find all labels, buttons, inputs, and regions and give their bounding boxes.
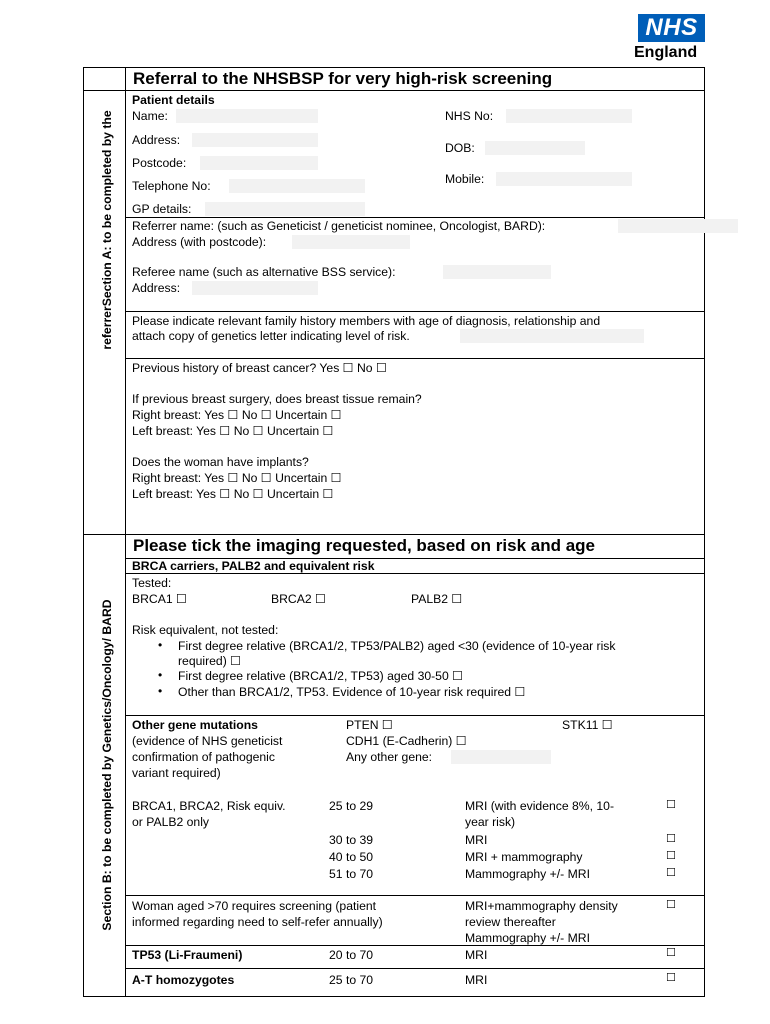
address-field[interactable] (192, 133, 318, 147)
referee-name-field[interactable] (443, 265, 551, 279)
telephone-field[interactable] (229, 179, 365, 193)
over70-text-2: informed regarding need to self-refer annually) (132, 915, 383, 929)
palb2-checkbox[interactable]: PALB2 ☐ (411, 592, 463, 606)
imaging-checkbox[interactable]: ☐ (666, 832, 676, 845)
section-b-side-label: Section B: to be completed by Genetics/Oncology/ BARD (100, 599, 114, 931)
referrer-name-field[interactable] (618, 219, 738, 233)
address-label: Address: (132, 133, 181, 147)
tp53-imaging: MRI (465, 948, 488, 962)
postcode-field[interactable] (200, 156, 318, 170)
stk11-checkbox[interactable]: STK11 ☐ (562, 718, 613, 732)
age-range: 25 to 29 (329, 799, 374, 813)
imaging-option: MRI (with evidence 8%, 10- (465, 799, 615, 813)
nhs-no-field[interactable] (506, 109, 632, 123)
referrer-address-field[interactable] (292, 235, 410, 249)
mobile-field[interactable] (496, 172, 632, 186)
imaging-checkbox[interactable]: ☐ (666, 798, 676, 811)
at-imaging: MRI (465, 973, 488, 987)
imaging-option: MRI (465, 833, 488, 847)
other-gene-heading: Other gene mutations (132, 718, 258, 732)
age-range: 30 to 39 (329, 833, 374, 847)
risk-equivalent-label: Risk equivalent, not tested: (132, 623, 279, 637)
mobile-label: Mobile: (445, 172, 485, 186)
prev-breast-cancer-question[interactable]: Previous history of breast cancer? Yes ☐ No ☐ (132, 361, 387, 375)
pten-checkbox[interactable]: PTEN ☐ (346, 718, 393, 732)
section-a-side-label: referrerSection A: to be completed by the (100, 110, 114, 350)
at-checkbox[interactable]: ☐ (666, 971, 676, 984)
surgery-question: If previous breast surgery, does breast tissue remain? (132, 392, 422, 406)
referee-address-field[interactable] (192, 281, 318, 295)
age-range: 51 to 70 (329, 867, 374, 881)
risk-option-2[interactable]: First degree relative (BRCA1/2, TP53) aged 30-50 ☐ (178, 669, 464, 683)
other-gene-desc-2: confirmation of pathogenic (132, 750, 275, 764)
dob-label: DOB: (445, 141, 475, 155)
bullet-1: • (158, 638, 163, 652)
family-history-line2: attach copy of genetics letter indicating level of risk. (132, 329, 410, 343)
any-other-gene-label: Any other gene: (346, 750, 433, 764)
imaging-heading: Please tick the imaging requested, based on risk and age (133, 536, 595, 555)
over70-imaging-3: Mammography +/- MRI (465, 931, 590, 945)
referee-address-label: Address: (132, 281, 181, 295)
other-gene-desc-3: variant required) (132, 766, 221, 780)
page-title: Referral to the NHSBSP for very high-risk screening (133, 69, 553, 88)
referee-name-label: Referee name (such as alternative BSS service): (132, 265, 396, 279)
risk-option-3[interactable]: Other than BRCA1/2, TP53. Evidence of 10-year risk required ☐ (178, 685, 526, 699)
family-history-field[interactable] (460, 329, 644, 343)
cdh1-checkbox[interactable]: CDH1 (E-Cadherin) ☐ (346, 734, 467, 748)
bullet-3: • (158, 684, 163, 698)
brca2-checkbox[interactable]: BRCA2 ☐ (271, 592, 326, 606)
nhs-no-label: NHS No: (445, 109, 494, 123)
imaging-option: Mammography +/- MRI (465, 867, 590, 881)
tp53-label: TP53 (Li-Fraumeni) (132, 948, 243, 962)
tp53-checkbox[interactable]: ☐ (666, 946, 676, 959)
implants-question: Does the woman have implants? (132, 455, 309, 469)
over70-imaging-1: MRI+mammography density (465, 899, 618, 913)
telephone-label: Telephone No: (132, 179, 211, 193)
referrer-name-label: Referrer name: (such as Geneticist / geneticist nominee, Oncologist, BARD): (132, 219, 546, 233)
tp53-age: 20 to 70 (329, 948, 374, 962)
over70-imaging-2: review thereafter (465, 915, 556, 929)
brca-only-label-2: or PALB2 only (132, 815, 210, 829)
risk-option-1[interactable]: First degree relative (BRCA1/2, TP53/PALB2) aged <30 (evidence of 10-year risk (178, 639, 616, 653)
nhs-england-label: England (634, 44, 698, 61)
family-history-line1: Please indicate relevant family history members with age of diagnosis, relationship and (132, 314, 601, 328)
referrer-address-label: Address (with postcode): (132, 235, 267, 249)
over70-checkbox[interactable]: ☐ (666, 898, 676, 911)
risk-option-1-cont[interactable]: required) ☐ (178, 654, 242, 668)
other-gene-desc-1: (evidence of NHS geneticist (132, 734, 283, 748)
brca-heading: BRCA carriers, PALB2 and equivalent risk (132, 559, 375, 573)
surgery-left-breast[interactable]: Left breast: Yes ☐ No ☐ Uncertain ☐ (132, 424, 334, 438)
surgery-right-breast[interactable]: Right breast: Yes ☐ No ☐ Uncertain ☐ (132, 408, 342, 422)
imaging-option-cont: year risk) (465, 815, 516, 829)
dob-field[interactable] (485, 141, 585, 155)
bullet-2: • (158, 668, 163, 682)
age-range: 40 to 50 (329, 850, 374, 864)
nhs-logo: NHS (638, 14, 705, 42)
over70-text-1: Woman aged >70 requires screening (patient (132, 899, 377, 913)
gp-details-field[interactable] (205, 202, 365, 216)
implants-right-breast[interactable]: Right breast: Yes ☐ No ☐ Uncertain ☐ (132, 471, 342, 485)
gp-details-label: GP details: (132, 202, 192, 216)
postcode-label: Postcode: (132, 156, 187, 170)
patient-details-heading: Patient details (132, 93, 215, 107)
name-label: Name: (132, 109, 168, 123)
tested-label: Tested: (132, 576, 172, 590)
at-homozygotes-label: A-T homozygotes (132, 973, 235, 987)
name-field[interactable] (176, 109, 318, 123)
imaging-checkbox[interactable]: ☐ (666, 866, 676, 879)
imaging-checkbox[interactable]: ☐ (666, 849, 676, 862)
at-age: 25 to 70 (329, 973, 374, 987)
brca-only-label-1: BRCA1, BRCA2, Risk equiv. (132, 799, 286, 813)
any-other-gene-field[interactable] (451, 750, 551, 764)
brca1-checkbox[interactable]: BRCA1 ☐ (132, 592, 187, 606)
implants-left-breast[interactable]: Left breast: Yes ☐ No ☐ Uncertain ☐ (132, 487, 334, 501)
imaging-option: MRI + mammography (465, 850, 583, 864)
